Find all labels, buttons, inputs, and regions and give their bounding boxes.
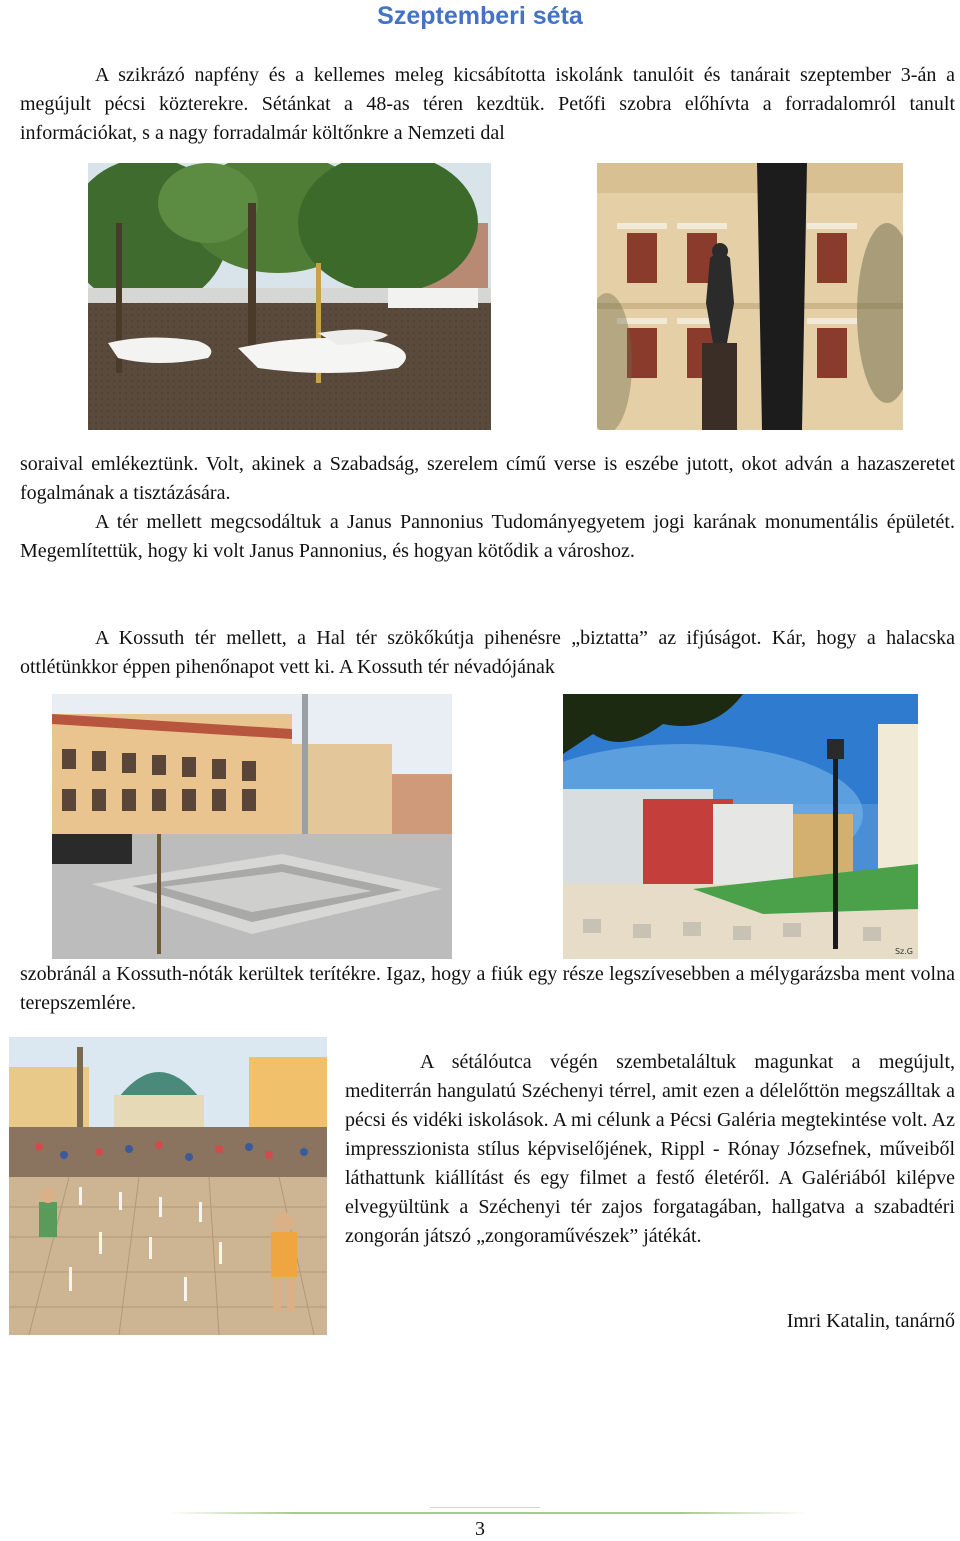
paragraph-szobranal: szobránál a Kossuth-nóták kerültek terítékre. Igaz, hogy a fiúk egy része legszívesebben a mélygarázsba ment volna terepszemlére. xyxy=(20,963,955,1014)
photo-hal-ter-fountain xyxy=(52,694,452,959)
page-number: 3 xyxy=(475,1518,485,1540)
photo-kossuth-ter xyxy=(563,694,918,959)
photo-watermark: Sz.G xyxy=(894,947,913,956)
footer-divider-top xyxy=(430,1507,540,1508)
paragraph-szechenyi: A sétálóutca végén szembetaláltuk magunkat a megújult, mediterrán hangulatú Széchenyi térrel, amit ezen a délelőttön megszálltak a pécsi és vidéki iskolások. A mi célunk a Pécsi Galéria megtekintése volt. Az impresszionista stílus képviselőjének, Rippl - Rónay Józsefnek, műveiből láthattunk kiállítást és egy filmet a festő életéről. A Galériából kilépve elvegyültünk a Széchenyi tér zajos forgatagában, hallgatva a szabadtéri zongorán játszó „zongoraművészek” játékát. xyxy=(345,1051,955,1247)
paragraph-intro: A szikrázó napfény és a kellemes meleg kicsábította iskolánk tanulóit és tanárait szeptember 3-án a megújult pécsi közterekre. Sétánkat a 48-as téren kezdtük. Petőfi szobra előhívta a forradalomról tanult információkat, s a nagy forradalmár költőnkre a Nemzeti dal xyxy=(20,64,955,144)
author-signature: Imri Katalin, tanárnő xyxy=(786,1310,955,1332)
photo-szechenyi-ter xyxy=(9,1037,327,1335)
footer-divider xyxy=(168,1512,808,1514)
photo-petofi-statue xyxy=(597,163,903,430)
paragraph-janus: A tér mellett megcsodáltuk a Janus Pannonius Tudományegyetem jogi karának monumentális épületét. Megemlítettük, hogy ki volt Janus Pannonius, és hogyan kötődik a városhoz. xyxy=(20,511,955,562)
paragraph-kossuth: A Kossuth tér mellett, a Hal tér szökőkútja pihenésre „biztatta” az ifjúságot. Kár, hogy a halacska ottlétünkkor éppen pihenőnapot vett ki. A Kossuth tér névadójának xyxy=(20,627,955,678)
page-title: Szeptemberi séta xyxy=(377,2,583,30)
photo-park-benches xyxy=(88,163,491,430)
paragraph-soraival: soraival emlékeztünk. Volt, akinek a Szabadság, szerelem című verse is eszébe jutott, okot adván a hazaszeretet fogalmának a tisztázására. xyxy=(20,453,955,504)
